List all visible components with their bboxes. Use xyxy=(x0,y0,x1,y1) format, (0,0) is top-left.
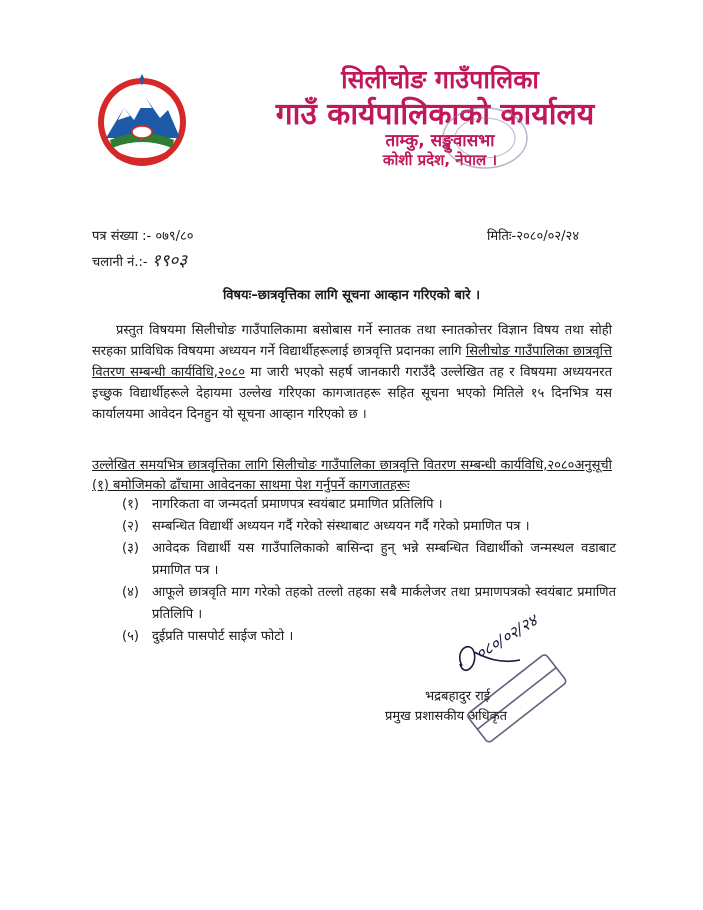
para1-part-c: मा जारी भएको सहर्ष जानकारी गराउँदै उल्लेखित तह र विषयमा अध्ययनरत इच्छुक विद्यार्थीहरूले देहायमा उल्लेख गरिएका कागजातहरू सहित सूचना भएको मितिले १५ दिनभित्र यस कार्यालयमा आवेदन दिनहुन यो सूचना आव्हान गरिएको छ । xyxy=(92,365,612,422)
letter-date: मितिः-२०८०/०२/२४ xyxy=(487,229,580,244)
list-item-number: (४) xyxy=(122,585,139,600)
list-item-text: आवेदक विद्यार्थी यस गाउँपालिकाको बासिन्दा हुन् भन्ने सम्बन्धित विद्यार्थीको जन्मस्थल वडाबाट प्रमाणित पत्र । xyxy=(152,541,616,578)
procedure-title: सिलीचोङ गाउँपालिका छात्रवृत्ति वितरण सम्बन्धी कार्यविधि,२०८० xyxy=(92,344,612,380)
dispatch-label: चलानी नं.:- xyxy=(92,255,148,270)
para1-part-a: प्रस्तुत विषयमा सिलीचोङ गाउँपालिकामा बसोबास गर्ने स्नातक तथा स्नातकोत्तर विज्ञान विषय तथा सोही सरहका प्राविधिक विषयमा अध्ययन गर्ने विद्यार्थीहरूलाई छात्रवृत्ति प्रदानका लागि xyxy=(92,323,612,359)
list-item-text: आफूले छात्रवृति माग गरेको तहको तल्लो तहका सबै मार्कलेजर तथा प्रमाणपत्रको स्वयंबाट प्रमाणित प्रतिलिपि । xyxy=(152,585,616,622)
office-stamp-icon xyxy=(440,104,530,172)
list-item-number: (५) xyxy=(122,629,139,644)
list-item xyxy=(122,516,616,538)
dispatch-number xyxy=(92,248,187,271)
nepal-emblem-icon xyxy=(96,74,188,170)
signatory-role: प्रमुख प्रशासकीय अधिकृत xyxy=(385,709,508,724)
list-item-number: (३) xyxy=(122,541,139,556)
list-item-number: (१) xyxy=(122,497,139,512)
signatory-name: भद्रबहादुर राई xyxy=(425,689,491,704)
office-address: ताम्कु, सङ्खुवासभा xyxy=(385,131,495,151)
subject-line: विषयः–छात्रवृत्तिका लागि सूचना आव्हान गरिएको बारे । xyxy=(222,288,481,303)
office-name: गाउँ कार्यपालिकाको कार्यालय xyxy=(275,97,595,132)
province-country: कोशी प्रदेश, नेपाल । xyxy=(382,151,498,169)
list-item-number: (२) xyxy=(122,519,139,534)
list-item xyxy=(122,494,616,516)
list-item-text: नागरिकता वा जन्मदर्ता प्रमाणपत्र स्वयंबाट प्रमाणित प्रतिलिपि । xyxy=(152,497,443,512)
list-item-text: दुईप्रति पासपोर्ट साईज फोटो । xyxy=(152,629,294,644)
letter-number: पत्र संख्या :- ०७९/८० xyxy=(92,229,194,244)
municipality-name: सिलीचोङ गाउँपालिका xyxy=(341,65,539,94)
official-stamp-icon xyxy=(448,640,588,760)
dispatch-value: १९०३ xyxy=(151,251,188,271)
handwritten-date: ०८०/०२/२४ xyxy=(472,610,541,664)
body-paragraph-2: उल्लेखित समयभित्र छात्रवृत्तिका लागि सिलीचोङ गाउँपालिका छात्रवृत्ति वितरण सम्बन्धी कार्यविधि,२०८०अनुसूची (१) बमोजिमको ढाँचामा आवेदनका साथमा पेश गर्नुपर्ने कागजातहरूः xyxy=(92,458,612,493)
list-item xyxy=(122,538,616,582)
list-item-text: सम्बन्धित विद्यार्थी अध्ययन गर्दै गरेको संस्थाबाट अध्ययन गर्दै गरेको प्रमाणित पत्र । xyxy=(152,519,530,534)
body-paragraph-1 xyxy=(92,320,612,425)
